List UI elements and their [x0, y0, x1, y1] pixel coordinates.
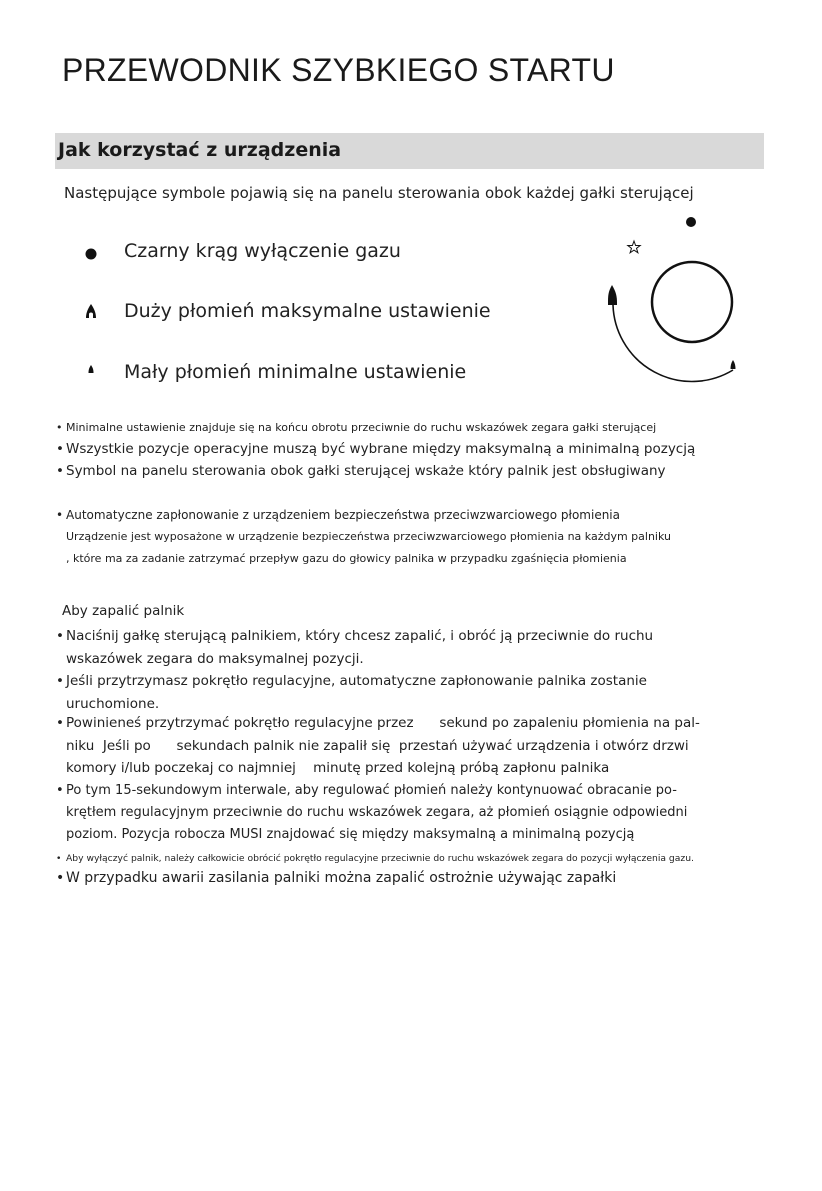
- rotation-arc: [613, 305, 733, 381]
- page-title: PRZEWODNIK SZYBKIEGO STARTU: [62, 52, 615, 88]
- large-flame-icon: [608, 285, 617, 303]
- step-line: uruchomione.: [66, 696, 160, 712]
- symbol-label-min: Mały płomień minimalne ustawienie: [124, 361, 467, 383]
- knob-diagram: [590, 210, 750, 390]
- step-line: • Po tym 15-sekundowym interwale, aby regulować płomień należy kontynuować obracanie po-: [66, 783, 677, 798]
- step-line: komory i/lub poczekaj co najmniej minutę przed kolejną próbą zapłonu palnika: [66, 760, 610, 776]
- step-line: wskazówek zegara do maksymalnej pozycji.: [66, 651, 364, 667]
- note-item: • Minimalne ustawienie znajduje się na końcu obrotu przeciwnie do ruchu wskazówek zegara gałki sterującej: [66, 421, 656, 434]
- large-flame-icon: [86, 304, 96, 318]
- symbol-label-off: Czarny krąg wyłączenie gazu: [124, 240, 401, 262]
- note-item: • Symbol na panelu sterowania obok gałki sterującej wskaże który palnik jest obsługiwany: [66, 463, 666, 479]
- black-circle-icon: [86, 249, 97, 260]
- step-line: krętłem regulacyjnym przeciwnie do ruchu wskazówek zegara, aż płomień osiągnie odpowiedni: [66, 805, 688, 820]
- section-header-band: [55, 133, 764, 169]
- step-line: • Jeśli przytrzymasz pokrętło regulacyjne, automatyczne zapłonowanie palnika zostanie: [66, 673, 647, 689]
- section-heading: Jak korzystać z urządzenia: [58, 139, 342, 161]
- off-dot-icon: [686, 217, 696, 227]
- step-line: • Powinieneś przytrzymać pokrętło regulacyjne przez sekund po zapaleniu płomienia na pal-: [66, 715, 700, 731]
- step-line: • Naciśnij gałkę sterującą palnikiem, który chcesz zapalić, i obróć ją przeciwnie do ruchu: [66, 628, 653, 644]
- ignite-heading: Aby zapalić palnik: [62, 603, 185, 619]
- intro-text: Następujące symbole pojawią się na panelu sterowania obok każdej gałki sterującej: [64, 184, 694, 202]
- safety-text: , które ma za zadanie zatrzymać przepływ gazu do głowicy palnika w przypadku zgaśnięcia płomienia: [66, 552, 627, 565]
- note-item: • Wszystkie pozycje operacyjne muszą być wybrane między maksymalną a minimalną pozycją: [66, 441, 695, 457]
- star-icon: [628, 241, 640, 253]
- step-line: poziom. Pozycja robocza MUSI znajdować się między maksymalną a minimalną pozycją: [66, 827, 635, 842]
- knob-circle: [652, 262, 732, 342]
- symbol-icons: [80, 240, 110, 385]
- safety-text: Urządzenie jest wyposażone w urządzenie bezpieczeństwa przeciwzwarciowego płomienia na każdym palniku: [66, 530, 671, 543]
- step-line: niku Jeśli po sekundach palnik nie zapalił się przestań używać urządzenia i otwórz drzwi: [66, 738, 689, 754]
- step-line: • Aby wyłączyć palnik, należy całkowicie obrócić pokrętło regulacyjne przeciwnie do ruchu wskazówek zegara do pozycji wyłączenia gazu.: [66, 853, 694, 864]
- small-flame-icon: [89, 365, 94, 373]
- safety-heading: • Automatyczne zapłonowanie z urządzeniem bezpieczeństwa przeciwzwarciowego płomienia: [66, 508, 620, 522]
- symbol-label-max: Duży płomień maksymalne ustawienie: [124, 300, 491, 322]
- step-line: • W przypadku awarii zasilania palniki można zapalić ostrożnie używając zapałki: [66, 870, 616, 886]
- small-flame-icon: [731, 360, 736, 369]
